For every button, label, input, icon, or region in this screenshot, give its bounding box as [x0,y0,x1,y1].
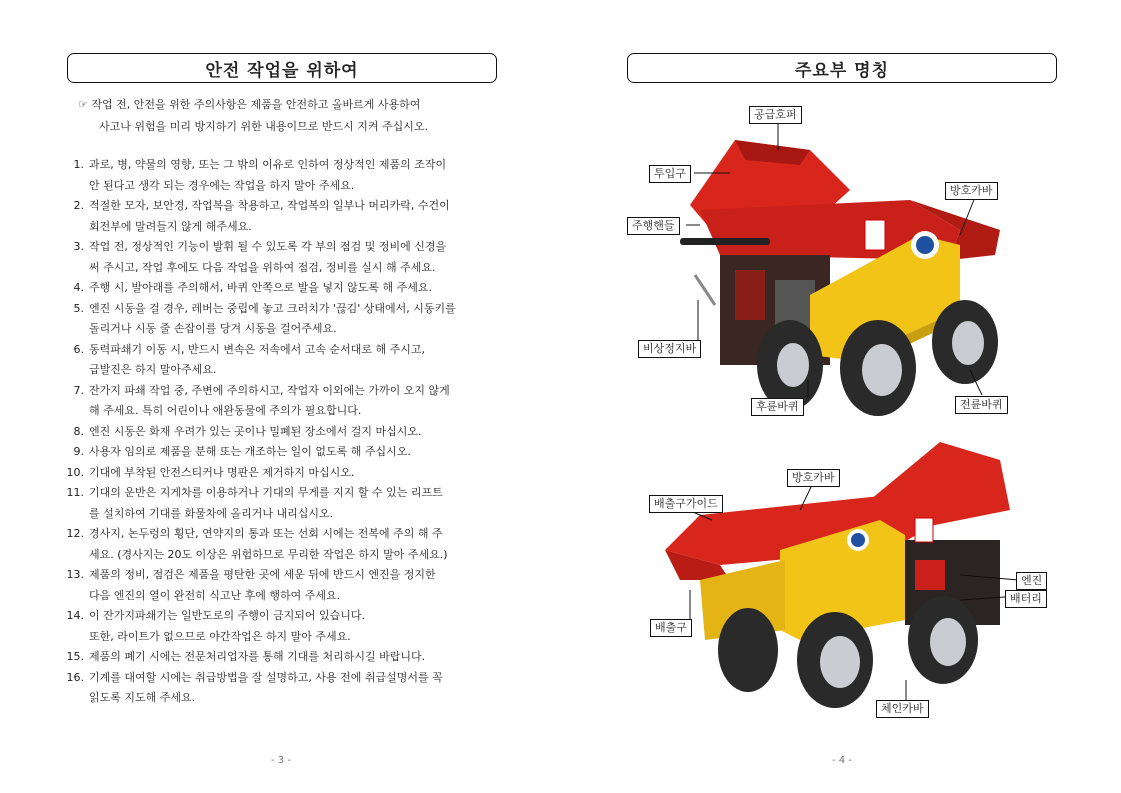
item-number: 9. [73,445,84,458]
label-rear-wheel: 후륜바퀴 [751,398,804,416]
item-text: 기대의 운반은 지게차를 이용하거나 기대의 무게를 지지 할 수 있는 리프트 [89,486,443,499]
item-number: 15. [66,650,84,663]
label-battery: 배터리 [1005,590,1047,608]
item-text: 이 잔가지파쇄기는 일반도로의 주행이 금지되어 있습니다. [89,609,366,622]
item-text: 엔진 시동은 화재 우려가 있는 곳이나 밀폐된 장소에서 걸지 마십시오. [89,424,422,438]
left-page-title: 안전 작업을 위하여 [67,53,497,83]
item-number: 1. [73,158,84,171]
item-text: 기대에 부착된 안전스티커나 명판은 제거하지 마십시오. [89,465,355,479]
item-text: 회전부에 말려들지 않게 해주세요. [89,219,252,233]
label-cover-bottom: 방호카바 [787,469,840,487]
intro-line: 사고나 위험을 미리 방지하기 위한 내용이므로 반드시 지켜 주십시오. [99,120,428,133]
item-text: 제품의 정비, 점검은 제품을 평탄한 곳에 세운 뒤에 반드시 엔진을 정지한 [89,568,436,581]
item-text: 사용자 임의로 제품을 분해 또는 개조하는 일이 없도록 해 주십시오. [89,445,411,458]
item-text: 엔진 시동을 걸 경우, 레버는 중립에 놓고 크러치가 '끊김' 상태에서, 시동키를 [89,301,456,315]
item-text: 경사지, 논두렁의 횡단, 연약지의 통과 또는 선회 시에는 전복에 주의 해 주 [89,527,443,540]
item-text: 읽도록 지도해 주세요. [89,691,196,704]
item-text: 를 설치하여 기대를 화물차에 올리거나 내리십시오. [89,506,334,520]
item-text: 또한, 라이트가 없으므로 야간작업은 하지 말아 주세요. [89,629,351,643]
label-cover-top: 방호카바 [945,182,998,200]
item-number: 13. [66,568,84,581]
label-emergency-bar: 비상정지바 [638,340,701,358]
item-number: 5. [73,301,84,315]
item-text: 써 주시고, 작업 후에도 다음 작업을 위하여 점검, 정비를 실시 해 주세요. [89,260,436,274]
item-text: 과로, 병, 약물의 영향, 또는 그 밖의 이유로 인하여 정상적인 제품의 조작이 [89,158,447,171]
item-text: 기계를 대여할 시에는 취급방법을 잘 설명하고, 사용 전에 취급설명서를 꼭 [89,670,443,684]
item-number: 3. [73,240,84,253]
item-text: 세요. (경사지는 20도 이상은 위험하므로 무리한 작업은 하지 말아 주세요.) [89,547,448,561]
label-chain-cover: 체인카바 [876,700,929,718]
item-number: 6. [73,342,84,356]
item-number: 16. [66,670,84,684]
item-text: 제품의 폐기 시에는 전문처리업자를 통해 기대를 처리하시길 바랍니다. [89,650,426,663]
label-inlet: 투입구 [649,165,691,183]
item-text: 주행 시, 발아래를 주의해서, 바퀴 안쪽으로 발을 넣지 않도록 해 주세요. [89,281,432,294]
item-number: 10. [66,465,84,479]
label-outlet: 배출구 [650,619,692,637]
item-number: 8. [73,424,84,438]
page-number: - 3 - [271,755,291,766]
item-number: 11. [66,486,84,499]
item-text: 적절한 모자, 보안경, 작업복을 착용하고, 작업복의 일부나 머리카락, 수건이 [89,199,450,212]
label-handle: 주행핸들 [627,217,680,235]
label-outlet-guide: 배출구가이드 [649,495,723,513]
item-number: 4. [73,281,84,294]
right-page-title: 주요부 명칭 [627,53,1057,83]
intro-line: 작업 전, 안전을 위한 주의사항은 제품을 안전하고 올바르게 사용하여 [91,98,421,111]
item-number: 12. [66,527,84,540]
item-text: 동력파쇄기 이동 시, 반드시 변속은 저속에서 고속 순서대로 해 주시고, [89,342,425,356]
page-number: - 4 - [832,755,852,766]
item-text: 다음 엔진의 열이 완전히 식고난 후에 행하여 주세요. [89,588,341,602]
pointing-hand-icon: ☞ [78,98,88,111]
item-text: 급발진은 하지 말아주세요. [89,363,217,376]
item-text: 안 된다고 생각 되는 경우에는 작업을 하지 말아 주세요. [89,178,355,192]
item-number: 14. [66,609,84,622]
item-text: 돌리거나 시동 줄 손잡이를 당겨 시동을 걸어주세요. [89,322,337,335]
item-text: 해 주세요. 특히 어린이나 애완동물에 주의가 필요합니다. [89,404,362,417]
item-number: 7. [73,383,84,397]
label-front-wheel: 전륜바퀴 [955,396,1008,414]
item-text: 잔가지 파쇄 작업 중, 주변에 주의하시고, 작업자 이외에는 가까이 오지 않게 [89,383,450,397]
item-number: 2. [73,199,84,212]
item-text: 작업 전, 정상적인 기능이 발휘 될 수 있도록 각 부의 점검 및 정비에 신경을 [89,240,447,253]
label-hopper: 공급호퍼 [749,106,802,124]
label-engine: 엔진 [1016,572,1047,590]
